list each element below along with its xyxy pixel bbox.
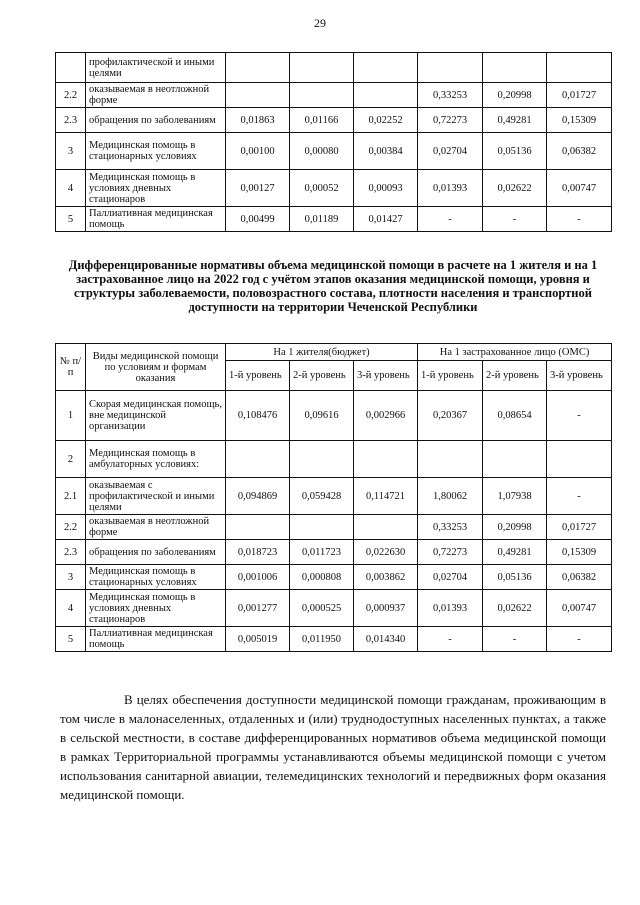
value-cell	[226, 83, 290, 108]
value-cell: 0,06382	[547, 565, 612, 590]
value-cell	[226, 53, 290, 83]
table-row	[56, 478, 612, 515]
value-cell: 0,01166	[290, 108, 354, 133]
row-number: 2.1	[56, 478, 86, 515]
value-cell: -	[547, 627, 612, 652]
value-cell: 0,20367	[418, 391, 483, 441]
row-label: оказываемая с профилактической и иными целями	[86, 478, 226, 515]
row-number: 2.3	[56, 540, 86, 565]
row-number: 1	[56, 391, 86, 441]
header-kind: Виды медицинской помощи по условиям и формам оказания	[86, 344, 226, 391]
table-row	[56, 441, 612, 478]
value-cell: 0,00384	[354, 133, 418, 170]
value-cell: -	[418, 627, 483, 652]
table-row	[56, 53, 612, 83]
row-label: оказываемая в неотложной форме	[86, 83, 226, 108]
value-cell: 0,014340	[354, 627, 418, 652]
value-cell: 0,001277	[226, 590, 290, 627]
row-label: обращения по заболеваниям	[86, 540, 226, 565]
value-cell: 0,108476	[226, 391, 290, 441]
value-cell: 0,000937	[354, 590, 418, 627]
value-cell: -	[547, 391, 612, 441]
value-cell: 0,02622	[483, 590, 547, 627]
value-cell: 0,01727	[547, 515, 612, 540]
row-number	[56, 53, 86, 83]
table-row	[56, 515, 612, 540]
value-cell: 0,005019	[226, 627, 290, 652]
value-cell: 0,000525	[290, 590, 354, 627]
value-cell: 0,01427	[354, 207, 418, 232]
section-heading: Дифференцированные нормативы объема медицинской помощи в расчете на 1 жителя и на 1 застрахованное лицо на 2022 год с учётом этапов оказания медицинской помощи, уровня и структуры заболеваемости, половозрастного состава, плотности населения и транспортной доступности на территории Чеченской Республики	[68, 258, 598, 314]
value-cell: 0,01393	[418, 590, 483, 627]
row-number: 3	[56, 133, 86, 170]
value-cell: 0,09616	[290, 391, 354, 441]
row-number: 2.3	[56, 108, 86, 133]
value-cell	[483, 53, 547, 83]
value-cell	[547, 53, 612, 83]
header-level: 1-й уровень	[418, 361, 483, 391]
row-label: Медицинская помощь в стационарных условиях	[86, 565, 226, 590]
value-cell: 0,01727	[547, 83, 612, 108]
value-cell: 0,059428	[290, 478, 354, 515]
value-cell: 1,80062	[418, 478, 483, 515]
value-cell: 0,094869	[226, 478, 290, 515]
main-table-body	[56, 391, 612, 652]
value-cell: 0,114721	[354, 478, 418, 515]
value-cell: 0,08654	[483, 391, 547, 441]
main-table	[55, 343, 612, 652]
value-cell: 0,15309	[547, 540, 612, 565]
value-cell	[226, 515, 290, 540]
value-cell: 0,05136	[483, 565, 547, 590]
table-row	[56, 207, 612, 232]
value-cell: 0,00100	[226, 133, 290, 170]
row-label: Медицинская помощь в амбулаторных условиях:	[86, 441, 226, 478]
value-cell: -	[418, 207, 483, 232]
top-table-body	[56, 53, 612, 232]
row-number: 5	[56, 207, 86, 232]
value-cell: 0,011723	[290, 540, 354, 565]
table-row	[56, 590, 612, 627]
value-cell: 0,003862	[354, 565, 418, 590]
value-cell: 0,20998	[483, 83, 547, 108]
table-row	[56, 83, 612, 108]
header-level: 1-й уровень	[226, 361, 290, 391]
value-cell: 0,018723	[226, 540, 290, 565]
value-cell: 0,00127	[226, 170, 290, 207]
value-cell: 0,000808	[290, 565, 354, 590]
row-number: 4	[56, 170, 86, 207]
page-number: 29	[314, 16, 326, 30]
value-cell	[418, 441, 483, 478]
row-label: Скорая медицинская помощь, вне медицинской организации	[86, 391, 226, 441]
value-cell: 0,05136	[483, 133, 547, 170]
header-level: 3-й уровень	[547, 361, 612, 391]
value-cell: 0,72273	[418, 108, 483, 133]
row-number: 4	[56, 590, 86, 627]
value-cell: 0,02622	[483, 170, 547, 207]
value-cell: -	[483, 207, 547, 232]
value-cell: 0,49281	[483, 540, 547, 565]
value-cell: 0,15309	[547, 108, 612, 133]
value-cell: 0,72273	[418, 540, 483, 565]
value-cell: 0,00747	[547, 590, 612, 627]
table-row	[56, 627, 612, 652]
value-cell	[290, 53, 354, 83]
value-cell: 0,002966	[354, 391, 418, 441]
value-cell: 0,00052	[290, 170, 354, 207]
value-cell: 0,49281	[483, 108, 547, 133]
body-paragraph: В целях обеспечения доступности медицинской помощи гражданам, проживающим в том числе в малонаселенных, отдаленных и (или) труднодоступных населенных пунктах, а также в сельской местности, в составе дифференцированных нормативов объема медицинской помощи в рамках Территориальной программы устанавливаются объемы медицинской помощи с учетом использования санитарной авиации, телемедицинских технологий и передвижных форм оказания медицинской помощи.	[60, 692, 606, 802]
header-num: № п/п	[56, 344, 86, 391]
value-cell: 0,022630	[354, 540, 418, 565]
table-row	[56, 170, 612, 207]
table-row	[56, 540, 612, 565]
top-table	[55, 52, 612, 232]
value-cell: 0,02704	[418, 565, 483, 590]
value-cell	[354, 515, 418, 540]
value-cell: 0,33253	[418, 515, 483, 540]
header-level: 3-й уровень	[354, 361, 418, 391]
value-cell: 0,00747	[547, 170, 612, 207]
row-label: обращения по заболеваниям	[86, 108, 226, 133]
value-cell: 0,00080	[290, 133, 354, 170]
value-cell	[290, 83, 354, 108]
value-cell	[354, 53, 418, 83]
value-cell	[547, 441, 612, 478]
value-cell: 0,011950	[290, 627, 354, 652]
row-number: 2	[56, 441, 86, 478]
value-cell: 0,01189	[290, 207, 354, 232]
value-cell	[354, 83, 418, 108]
value-cell: 0,01863	[226, 108, 290, 133]
value-cell	[418, 53, 483, 83]
value-cell: 0,01393	[418, 170, 483, 207]
main-table-header	[56, 344, 612, 391]
row-number: 2.2	[56, 515, 86, 540]
table-row	[56, 565, 612, 590]
header-level: 2-й уровень	[290, 361, 354, 391]
row-label: Медицинская помощь в условиях дневных стационаров	[86, 170, 226, 207]
row-label: Паллиативная медицинская помощь	[86, 207, 226, 232]
value-cell: -	[483, 627, 547, 652]
row-number: 5	[56, 627, 86, 652]
table-row	[56, 108, 612, 133]
row-label: Медицинская помощь в условиях дневных стационаров	[86, 590, 226, 627]
row-number: 2.2	[56, 83, 86, 108]
value-cell: 0,06382	[547, 133, 612, 170]
value-cell: -	[547, 478, 612, 515]
table-row	[56, 133, 612, 170]
row-label: профилактической и иными целями	[86, 53, 226, 83]
table-row	[56, 391, 612, 441]
row-label: оказываемая в неотложной форме	[86, 515, 226, 540]
value-cell	[226, 441, 290, 478]
value-cell	[290, 515, 354, 540]
value-cell: 0,02704	[418, 133, 483, 170]
value-cell	[290, 441, 354, 478]
header-group-oms: На 1 застрахованное лицо (ОМС)	[418, 344, 612, 361]
value-cell: 1,07938	[483, 478, 547, 515]
row-label: Медицинская помощь в стационарных условиях	[86, 133, 226, 170]
value-cell: 0,00093	[354, 170, 418, 207]
value-cell: 0,33253	[418, 83, 483, 108]
value-cell: 0,001006	[226, 565, 290, 590]
value-cell: 0,00499	[226, 207, 290, 232]
row-number: 3	[56, 565, 86, 590]
row-label: Паллиативная медицинская помощь	[86, 627, 226, 652]
header-level: 2-й уровень	[483, 361, 547, 391]
value-cell	[354, 441, 418, 478]
value-cell	[483, 441, 547, 478]
value-cell: 0,20998	[483, 515, 547, 540]
value-cell: -	[547, 207, 612, 232]
header-group-budget: На 1 жителя(бюджет)	[226, 344, 418, 361]
value-cell: 0,02252	[354, 108, 418, 133]
